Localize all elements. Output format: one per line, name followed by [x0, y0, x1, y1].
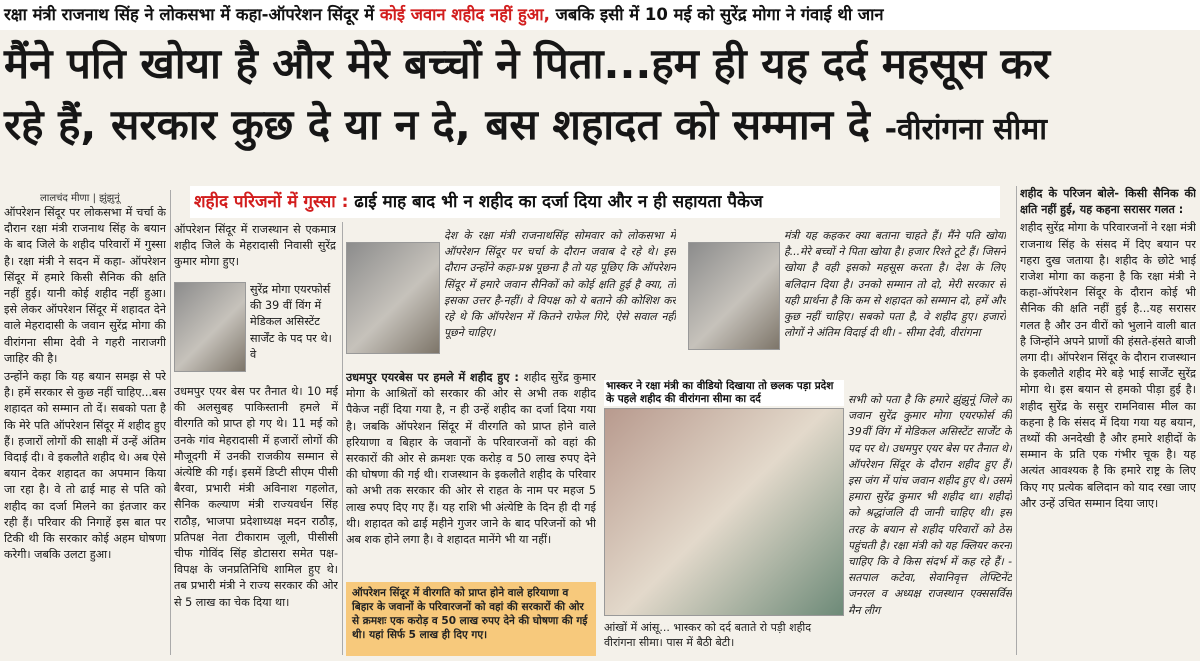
- kicker-highlight: कोई जवान शहीद नहीं हुआ,: [379, 5, 550, 24]
- seema-devi-photo: [688, 242, 780, 350]
- col3-body: शहीद सुरेंद्र कुमार मोगा के आश्रितों को सरकार की ओर से अभी तक शहीद पैकेज नहीं दिया गया है, न ही उन्हें शहीद का दर्जा दिया गया है। जबकि ऑपरेशन सिंदूर में वीरगति को प्राप्त होने वाले हरियाणा व बिहार के जवानों के परिवारजनों को वहां की सरकारों की ओर से क्रमशः एक करोड़ व 50 लाख रुपए देने की घोषणा की गई थी। राजस्थान के इकलौते शहीद के परिवार को अभी तक सरकार की ओर से राहत के नाम पर महज 5 लाख रुपए दिए गए हैं। यह राशि भी अंत्येष्टि के दिन ही दी गई थी। शहादत को ढाई महीने गुजर जाने के बाद परिजनों को भी अब शक होने लगा है। वे शहादत मानेंगे भी या नहीं।: [346, 371, 596, 547]
- col5-title: शहीद के परिजन बोले- किसी सैनिक की क्षति नहीं हुई, यह कहना सरासर गलत :: [1020, 187, 1196, 217]
- column-2-intro: ऑपरेशन सिंदूर में राजस्थान से एकमात्र शहीद जिले के मेहरादासी निवासी सुरेंद्र कुमार मोगा हुए।: [174, 223, 336, 269]
- col1-para-2: उन्होंने कहा कि यह बयान समझ से परे है। हमें सरकार से कुछ नहीं चाहिए...बस शहादत को सम्मान तो दें। सबको पता है कि मेरे पति ऑपरेशन सिंदूर में शहीद हुए हैं। हजारों लोगों की साक्षी में उन्हें अंतिम विदाई दी। वे इकलौते शहीद थे। अब ऐसे बयान देकर शहादत का अपमान किया जा रहा है। वे तो ढाई माह से पति को शहीद का दर्जा मिलने का इंतजार कर रही हैं। परिवार की निगाहें इस बात पर टिकी थी कि सरकार कोई अहम घोषणा करेगी। जबकि उलटा हुआ।: [4, 370, 166, 562]
- col1-para-1: ऑपरेशन सिंदूर पर लोकसभा में चर्चा के दौरान रक्षा मंत्री राजनाथ सिंह के बयान के बाद जिले के शहीद परिवारों में गुस्सा है। रक्षा मंत्री ने सदन में कहा- ऑपरेशन सिंदूर में हमारे किसी सैनिक की क्षति नहीं हुई। यानी कोई शहीद नहीं हुआ। इसे लेकर ऑपरेशन सिंदूर में शहादत देने वाले मेहरादासी के जवान सुरेंद्र मोगा की वीरांगना सीमा देवी ने गहरी नाराजगी जाहिर की है।: [4, 206, 166, 365]
- headline-signature: -वीरांगना सीमा: [884, 112, 1048, 147]
- byline-place: झुंझुनूं: [99, 193, 120, 204]
- photo-caption-band: भास्कर ने रक्षा मंत्री का वीडियो दिखाया तो छलक पड़ा प्रदेश के पहले शहीद की वीरांगना सीमा का दर्द: [604, 380, 844, 406]
- divider: [170, 190, 171, 655]
- column-3-middle: [346, 370, 596, 580]
- kicker-strip: [0, 0, 1200, 30]
- column-2-beside-photo: सुरेंद्र मोगा एयरफोर्स की 39 वीं विंग में मेडिकल असिस्टेंट सार्जेंट के पद पर थे। वे: [250, 283, 332, 361]
- column-5: [1020, 186, 1196, 656]
- headline-line-2: [4, 94, 1196, 161]
- byline-author: लालचंद मीणा: [40, 193, 90, 204]
- byline: लालचंद मीणा | झुंझुनूं: [40, 193, 120, 204]
- subheadline: [190, 186, 1000, 218]
- photo-caption: आंखों में आंसू... भास्कर को दर्द बताते रो पड़ी शहीद वीरांगना सीमा। पास में बैठी बेटी।: [604, 621, 812, 649]
- widow-daughter-photo: [604, 408, 844, 616]
- col5-body: शहीद सुरेंद्र मोगा के परिवारजनों ने रक्षा मंत्री राजनाथ सिंह के संसद में दिए बयान पर गहरा दुख जताया है। शहीद के छोटे भाई राजेश मोगा का कहना है कि रक्षा मंत्री ने कहा-ऑपरेशन सिंदूर के दौरान कोई भी सैनिक की क्षति नहीं हुई है...यह सरासर गलत है और उन वीरों को भुलाने वाली बात है जिन्होंने अपने प्राणों की हंसते-हंसते बाजी लगा दी। ऑपरेशन सिंदूर के दौरान राजस्थान के इकलौते शहीद मेरे बड़े भाई सार्जेंट सुरेंद्र मोगा थे। इस बयान से हमको पीड़ा हुई है। शहीद सुरेंद्र के ससुर रामनिवास मील का कहना है कि संसद में दिया गया यह बयान, तथ्यों की अनदेखी है और हमारे शहीदों के सम्मान के प्रति एक गंभीर चूक है। यह अत्यंत आवश्यक है कि हमारे राष्ट्र के लिए किए गए प्रत्येक बलिदान को याद रखा जाए और उन्हें उचित सम्मान दिया जाए।: [1020, 221, 1196, 510]
- column-3-top: देश के रक्षा मंत्री राजनाथसिंह सोमवार को लोकसभा में ऑपरेशन सिंदूर पर चर्चा के दौरान जवाब दे रहे थे। इस दौरान उन्होंने कहा-प्रश्न पूछना है तो यह पूछिए कि ऑपरेशन सिंदूर में हमारे जवान सैनिकों को कोई क्षति हुई है क्या, तो इसका उत्तर है-नहीं। वे विपक्ष को ये बताने की कोशिश कर रहे थे कि ऑपरेशन में कितने राफेल गिरे, ऐसे सवाल नहीं पूछने चाहिए।: [444, 229, 676, 340]
- divider: [1016, 186, 1017, 655]
- rajnath-singh-photo: [346, 242, 440, 354]
- subhead-black: ढाई माह बाद भी न शहीद का दर्जा दिया और न ही सहायता पैकेज: [348, 192, 763, 212]
- headline-line-2-text: रहे हैं, सरकार कुछ दे या न दे, बस शहादत को सम्मान दे: [4, 100, 885, 149]
- column-4-middle: सभी को पता है कि हमारे झुंझुनूं जिले का जवान सुरेंद्र कुमार मोगा एयरफोर्स की 39वीं विंग में मेडिकल असिस्टेंट सार्जेंट के पद पर थे। उधमपुर एयर बेस पर तैनात थे। ऑपरेशन सिंदूर के दौरान शहीद हुए हैं। इस जंग में पांच जवान शहीद हुए थे। उसमें हमारा सुरेंद्र कुमार भी शहीद था। शहीदों को श्रद्धांजलि दी जानी चाहिए थी। इस तरह के बयान से शहीद परिवारों को ठेस पहुंचती है। रक्षा मंत्री को यह क्लियर करना चाहिए कि वे किस संदर्भ में कह रहे हैं। - सतपाल कटेवा, सेवानिवृत्त लेफ्टिनेंट जनरल व अध्यक्ष राजस्थान एक्ससर्विस मैन लीग: [848, 393, 1012, 617]
- divider: [342, 222, 343, 655]
- headline-line-1: मैंने पति खोया है और मेरे बच्चों ने पिता...हम ही यह दर्द महसूस कर: [4, 39, 1050, 88]
- martyr-photo: [174, 282, 246, 372]
- highlight-box: ऑपरेशन सिंदूर में वीरगति को प्राप्त होने वाले हरियाणा व बिहार के जवानों के परिवारजनों को वहां की सरकारों की ओर से क्रमशः एक करोड़ व 50 लाख रुपए देने की घोषणा की गई थी। यहां सिर्फ 5 लाख ही दिए गए।: [346, 582, 596, 656]
- main-headline: [4, 34, 1196, 161]
- kicker-text-end: जबकि इसी में 10 मई को सुरेंद्र मोगा ने गंवाई थी जान: [549, 5, 884, 24]
- column-4-top: मंत्री यह कहकर क्या बताना चाहते हैं। मैंने पति खोया है...मेरे बच्चों ने पिता खोया है। हजार रिश्ते टूटे हैं। जिसने खोया है वही इसको महसूस करता है। देश के लिए बलिदान दिया है। उनको सम्मान तो दो, मेरी सरकार से यही प्रार्थना है कि कम से शहादत को सम्मान दो, हमें और कुछ नहीं चाहिए। सबको पता है, वे शहीद हुए। हजारों लोगों ने अंतिम विदाई दी थी। - सीमा देवी, वीरांगना: [784, 229, 1006, 340]
- kicker-text: रक्षा मंत्री राजनाथ सिंह ने लोकसभा में कहा-ऑपरेशन सिंदूर में: [4, 5, 380, 24]
- column-2-body: उधमपुर एयर बेस पर तैनात थे। 10 मई की अलसुबह पाकिस्तानी हमले में वीरगति को प्राप्त हो गए थे। 11 मई को उनके गांव मेहरादासी में हजारों लोगों की मौजूदगी में उनकी राजकीय सम्मान से अंत्येष्टि की गई। इसमें डिप्टी सीएम पीसी बैरवा, प्रभारी मंत्री अविनाश गहलोत, सैनिक कल्याण मंत्री राज्यवर्धन सिंह राठौड़, भाजपा प्रदेशाध्यक्ष मदन राठौड़, प्रतिपक्ष नेता टीकाराम जूली, पीसीसी चीफ गोविंद सिंह डोटासरा समेत पक्ष-विपक्ष के जनप्रतिनिधि शामिल हुए थे। तब प्रभारी मंत्री ने राज्य सरकार की ओर से 5 लाख का चेक दिया था।: [174, 385, 338, 609]
- column-1: [4, 205, 166, 655]
- col3-lead: उधमपुर एयरबेस पर हमले में शहीद हुए :: [346, 371, 524, 384]
- subhead-red: शहीद परिजनों में गुस्सा :: [194, 192, 349, 212]
